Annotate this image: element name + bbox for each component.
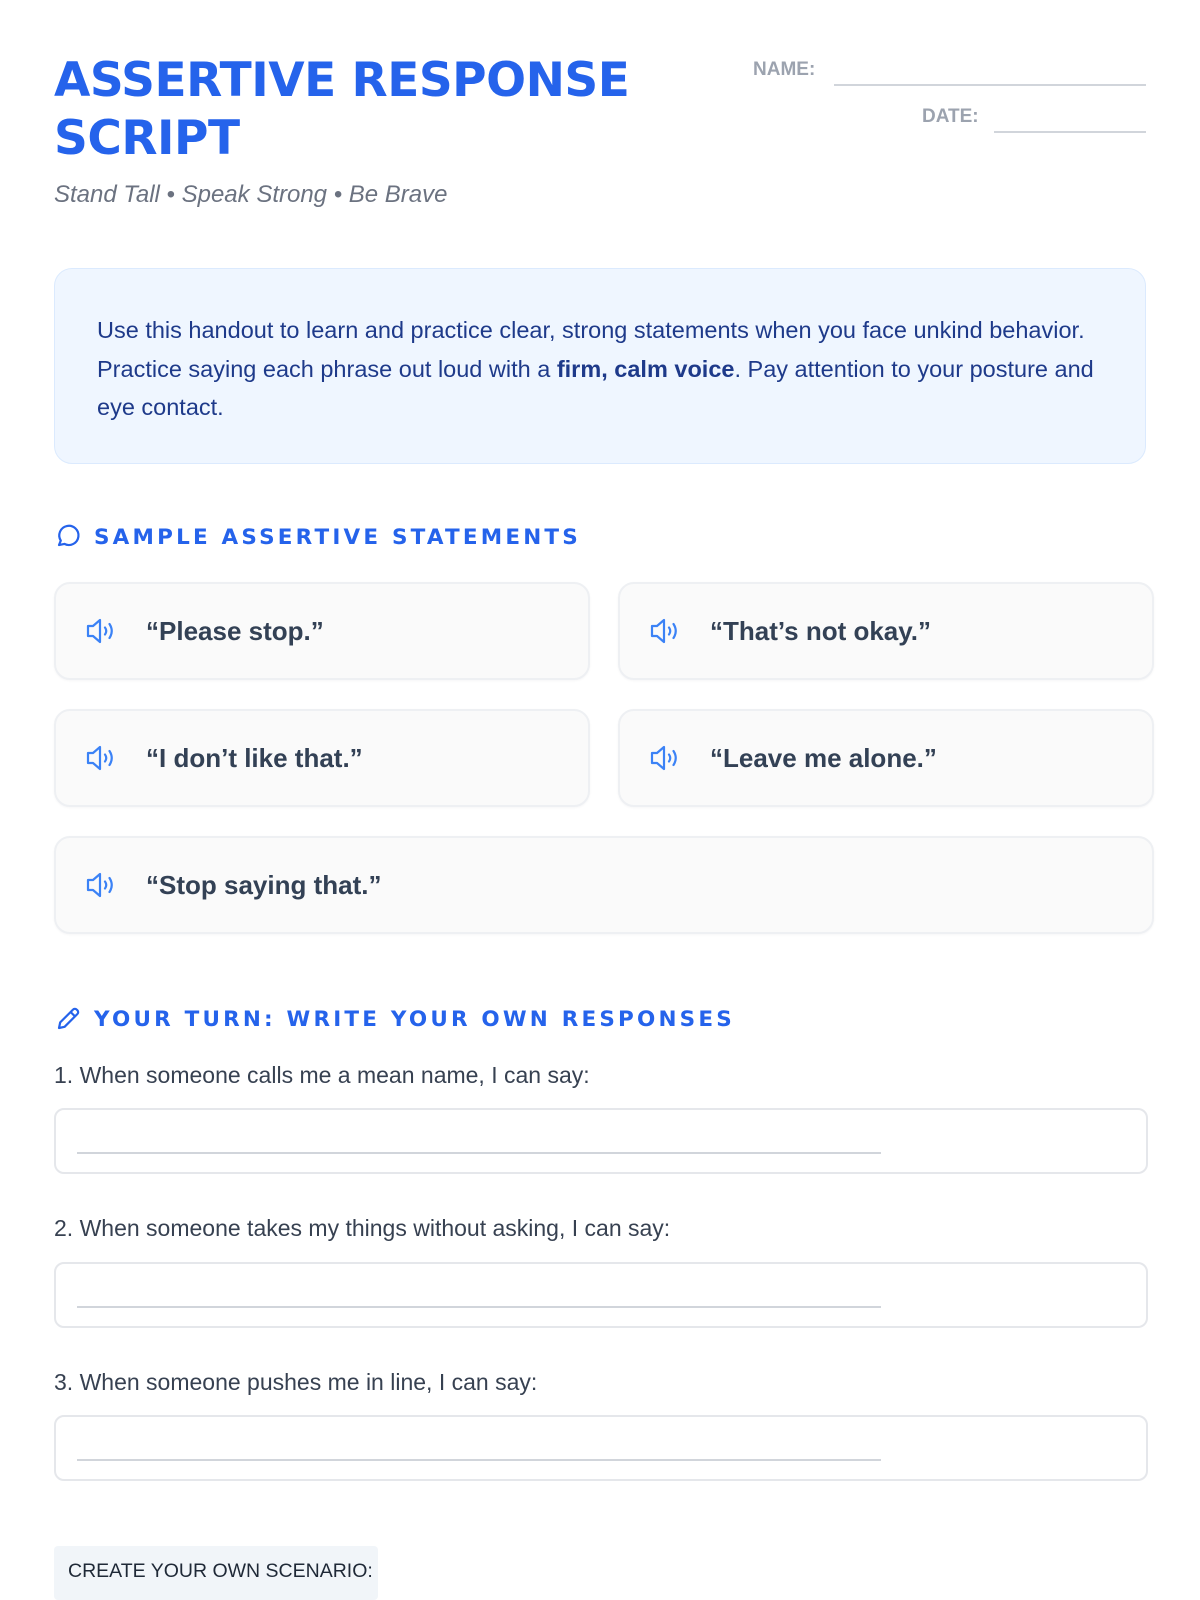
prompt-label: 2. When someone takes my things without asking, I can say: bbox=[54, 1215, 671, 1241]
speaker-icon bbox=[85, 742, 119, 774]
date-field[interactable] bbox=[994, 131, 1146, 133]
statement-card bbox=[618, 582, 1154, 680]
page-subtitle: Stand Tall • Speak Strong • Be Brave bbox=[54, 181, 448, 208]
page-title: ASSERTIVE RESPONSE SCRIPT bbox=[54, 53, 630, 166]
response-field[interactable] bbox=[54, 1262, 1148, 1328]
statement-text: “That’s not okay.” bbox=[710, 615, 932, 646]
prompt-label: 1. When someone calls me a mean name, I can say: bbox=[54, 1062, 590, 1088]
practice-heading-text: YOUR TURN: WRITE YOUR OWN RESPONSES bbox=[94, 1006, 735, 1032]
instructions-emphasis: firm, calm voice bbox=[556, 355, 735, 382]
speaker-icon bbox=[85, 869, 119, 901]
writing-line bbox=[77, 1306, 881, 1308]
samples-heading-text: SAMPLE ASSERTIVE STATEMENTS bbox=[94, 524, 581, 550]
speaker-icon bbox=[649, 742, 683, 774]
speaker-icon bbox=[85, 615, 119, 647]
samples-heading bbox=[54, 522, 581, 552]
prompt-label: 3. When someone pushes me in line, I can say: bbox=[54, 1369, 538, 1395]
statement-text: “I don’t like that.” bbox=[146, 742, 363, 773]
pencil-icon bbox=[54, 1005, 82, 1033]
speaker-icon bbox=[649, 615, 683, 647]
create-scenario-label: CREATE YOUR OWN SCENARIO: bbox=[54, 1546, 378, 1600]
instructions-box bbox=[54, 268, 1146, 464]
statement-card bbox=[54, 836, 1154, 934]
writing-line bbox=[77, 1459, 881, 1461]
name-label: NAME: bbox=[753, 59, 816, 80]
instructions-text-end: . Pay attention to your posture and eye contact. bbox=[97, 355, 1094, 420]
statement-card bbox=[54, 582, 590, 680]
statement-card bbox=[618, 709, 1154, 807]
instructions-text-start: Use this handout to learn and practice clear, strong statements when you face unkind behavior. Practice saying each phrase out loud with a bbox=[97, 317, 1085, 382]
writing-line bbox=[77, 1152, 881, 1154]
practice-heading bbox=[54, 1004, 735, 1034]
statement-card bbox=[54, 709, 590, 807]
response-field[interactable] bbox=[54, 1415, 1148, 1481]
name-field[interactable] bbox=[834, 84, 1146, 86]
date-label: DATE: bbox=[922, 106, 979, 127]
statement-text: “Stop saying that.” bbox=[146, 869, 382, 900]
statement-text: “Please stop.” bbox=[146, 615, 324, 646]
response-field[interactable] bbox=[54, 1108, 1148, 1174]
speech-bubble-icon bbox=[54, 523, 82, 551]
statement-text: “Leave me alone.” bbox=[710, 742, 937, 773]
